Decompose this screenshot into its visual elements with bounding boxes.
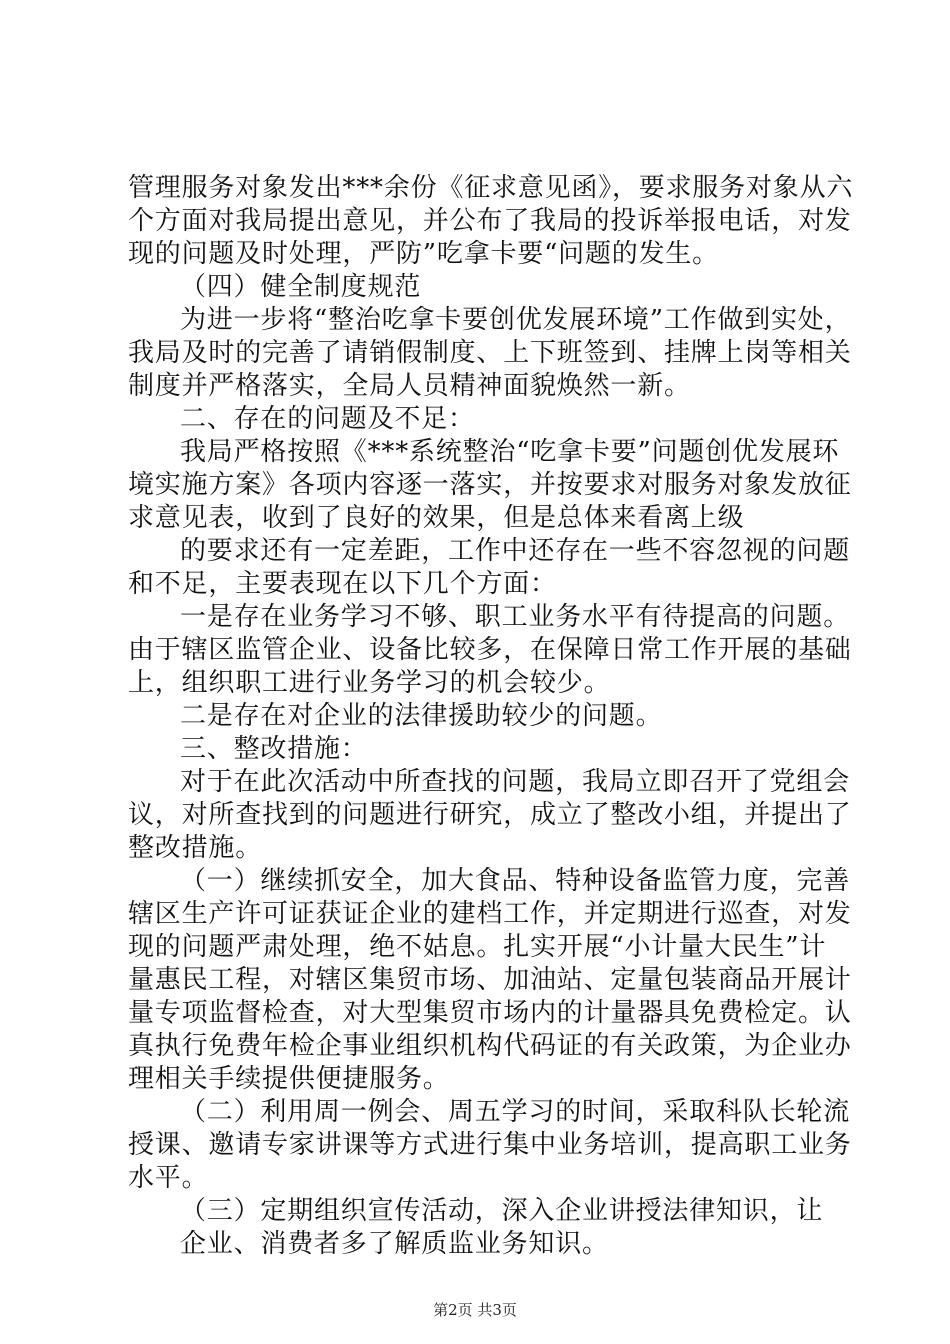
text-line: 授课、邀请专家讲课等方式进行集中业务培训，提高职工业务 — [128, 1130, 852, 1160]
text-line: 二是存在对企业的法律援助较少的问题。 — [180, 701, 663, 731]
text-line: 个方面对我局提出意见，并公布了我局的投诉举报电话，对发 — [128, 206, 852, 236]
text-line: 一是存在业务学习不够、职工业务水平有待提高的问题。 — [180, 602, 851, 632]
text-line: 我局严格按照《***系统整治“吃拿卡要”问题创优发展环 — [180, 437, 840, 467]
text-line: 水平。 — [128, 1163, 209, 1193]
text-line: 现的问题及时处理，严防”吃拿卡要“问题的发生。 — [128, 239, 719, 269]
text-line: （一）继续抓安全，加大食品、特种设备监管力度，完善 — [180, 866, 851, 896]
text-line: 由于辖区监管企业、设备比较多，在保障日常工作开展的基础 — [128, 635, 852, 665]
text-line: 现的问题严肃处理，绝不姑息。扎实开展“小计量大民生”计 — [128, 932, 827, 962]
text-line: 企业、消费者多了解质监业务知识。 — [180, 1229, 609, 1259]
section-heading: 二、存在的问题及不足： — [180, 404, 475, 434]
text-line: 上，组织职工进行业务学习的机会较少。 — [128, 668, 611, 698]
text-line: 的要求还有一定差距，工作中还存在一些不容忽视的问题 — [180, 536, 851, 566]
text-line: 求意见表，收到了良好的效果，但是总体来看离上级 — [128, 503, 745, 533]
text-line: 和不足，主要表现在以下几个方面： — [128, 569, 557, 599]
text-line: 我局及时的完善了请销假制度、上下班签到、挂牌上岗等相关 — [128, 338, 852, 368]
text-line: 议，对所查找到的问题进行研究，成立了整改小组，并提出了 — [128, 800, 852, 830]
text-line: （二）利用周一例会、周五学习的时间，采取科队长轮流 — [180, 1097, 851, 1127]
text-line: 为进一步将“整治吃拿卡要创优发展环境”工作做到实处， — [180, 305, 852, 335]
text-line: 制度并严格落实，全局人员精神面貌焕然一新。 — [128, 371, 691, 401]
text-line: 量惠民工程，对辖区集贸市场、加油站、定量包装商品开展计 — [128, 965, 852, 995]
text-line: 境实施方案》各项内容逐一落实，并按要求对服务对象发放征 — [128, 470, 852, 500]
text-line: 整改措施。 — [128, 833, 263, 863]
text-line: 对于在此次活动中所查找的问题，我局立即召开了党组会 — [180, 767, 851, 797]
text-line: 理相关手续提供便捷服务。 — [128, 1064, 450, 1094]
text-line: 量专项监督检查，对大型集贸市场内的计量器具免费检定。认 — [128, 998, 852, 1028]
section-heading: （四）健全制度规范 — [180, 272, 422, 302]
text-line: 真执行免费年检企事业组织机构代码证的有关政策，为企业办 — [128, 1031, 852, 1061]
text-line: 辖区生产许可证获证企业的建档工作，并定期进行巡查，对发 — [128, 899, 852, 929]
text-line: （三）定期组织宣传活动，深入企业讲授法律知识，让 — [180, 1196, 824, 1226]
page-number-footer: 第2页 共3页 — [433, 1301, 517, 1319]
text-line: 管理服务对象发出***余份《征求意见函》，要求服务对象从六 — [128, 173, 854, 203]
section-heading: 三、整改措施： — [180, 734, 368, 764]
